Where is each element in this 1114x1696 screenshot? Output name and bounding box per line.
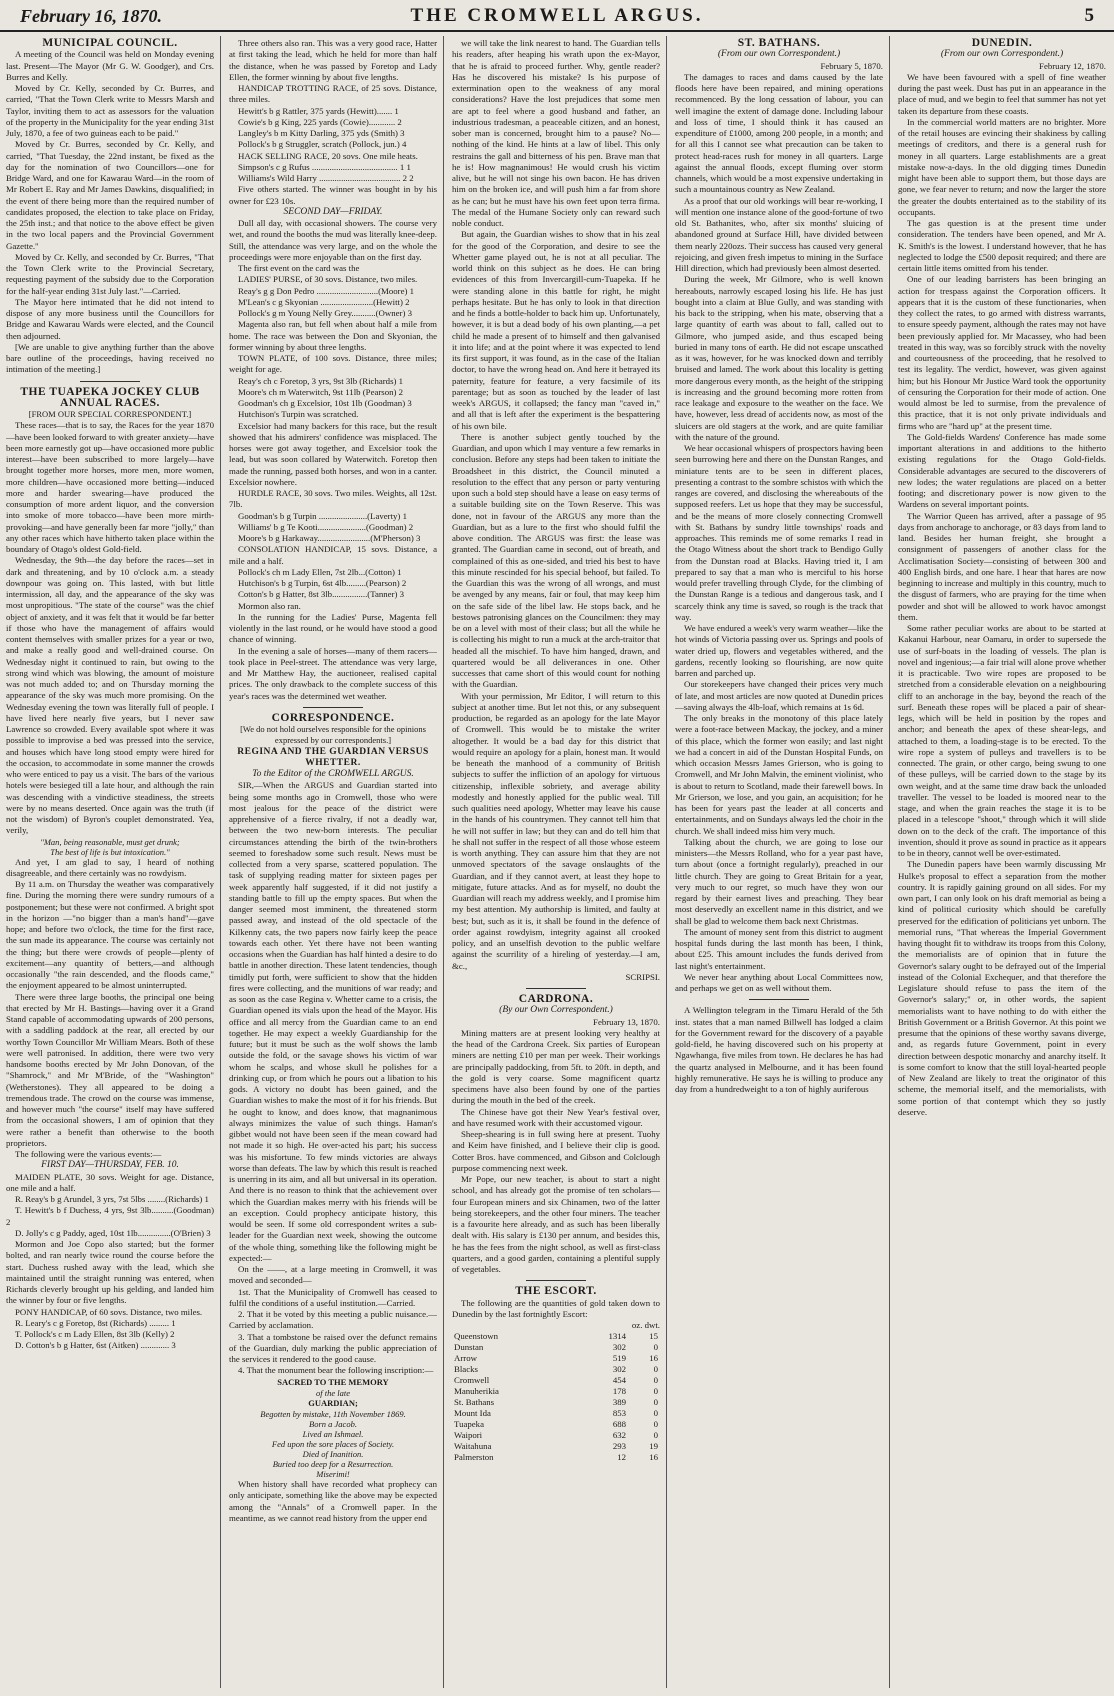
race-result: Moore's ch m Waterwitch, 9st 11lb (Pearson) 2 [238, 386, 404, 397]
escort-dwt: 16 [649, 1353, 658, 1364]
race-result: Hutchison's Turpin was scratched. [238, 409, 359, 420]
race-result: Williams' b g Te Kooti......................(Goodman) 2 [238, 521, 414, 532]
race-result: T. Pollock's c m Lady Ellen, 8st 3lb (Kelly) 2 [15, 1329, 175, 1339]
race-result: Hewitt's b g Rattler, 375 yards (Hewitt)....... 1 [238, 105, 399, 116]
table-row [452, 1452, 660, 1463]
article-paragraph: Mr Pope, our new teacher, is about to start a night school, and has already got the promise of ten scholars—four European miners and six Chinamen, two of the latter being storekeepers, and the other four miners. The teacher is a favourite here already, and as such has been liberally dealt with. His salary is £130 per annum, and besides this, he has the fees from the night school, as well as first-class quarters, and a good garden, containing a plentiful supply of vegetables. [452, 1174, 660, 1274]
escort-oz: 12 [617, 1452, 627, 1463]
escort-place: Dunstan [454, 1342, 484, 1353]
article-paragraph: On the ——, at a large meeting in Cromwell, it was moved and seconded— [229, 1264, 437, 1286]
disclaimer-note: [We do not hold ourselves responsible for the opinions expressed by our correspondents.] [240, 724, 426, 746]
race-result: Pollock's ch m Lady Ellen, 7st 2lb...(Cotton) 1 [238, 566, 402, 577]
memorial-line: Died of Inanition. [302, 1449, 364, 1459]
article-paragraph: 2. That it be voted by this meeting a public nuisance.—Carried by acclamation. [229, 1309, 437, 1331]
column-4 [675, 38, 883, 1688]
race-title: HACK SELLING RACE, 20 sovs. One mile heats. [238, 150, 418, 161]
article-paragraph: There were three large booths, the principal one being that erected by Mr H. Bastings—having over it a Grand Stand capable of accommodating upwards of 200 persons, with a saddling paddock at the rear, all erected by our worthy Town Councillor Mr William Mears. Both of these were well patronised. In addition, there were two very handsome booths erected by Mr John Donovan, of the "Shamrock," and Mr M'Bride, of the "Washington" (Wetherstones). They all appeared to be doing a tremendous trade. The crowd on the course was immense, and however much "the course" itself may have suffered from the occasional showers, I am of opinion that they were rather a benefit than otherwise to the booth proprietors. [6, 991, 214, 1148]
escort-oz: 688 [612, 1419, 627, 1430]
escort-units: oz. dwt. [631, 1320, 660, 1330]
column-rule [666, 36, 667, 1688]
article-paragraph: But again, the Guardian wishes to show that in his zeal for the good of the Corporation, and desire to see the Whetter game played out, he is not at all peculiar. The world think on this subject as he does. He can bring evidences of this from Invercargill-cum-Tuapeka. If he were standing alone in this battle for right, he might perhaps hesitate. But he has only to look in that direction and he finds a bottle-holder to back him up. Unfortunately, however, it is but a dead body of his own planting,—a pet child he made a present of to himself and then galvanised it into life; and at the point where it was expected to lend its first support, it was found, as in the case of the Italian doctor, to have the wrong head on. And here it betrayed its paternity, feature for feature, a very facsimile of its parentage; but as soon as touched by the leader of last week's ARGUS, it collapsed; the fancy man "caved in," and all that is left after the experiment is the bespattering of his own bile. [452, 229, 660, 431]
article-paragraph: The Mayor here intimated that he did not intend to dispose of any more business until the Councillors for Bridge and Kawarau Wards were elected, and the Council then adjourned. [6, 296, 214, 341]
race-result: Hutchison's b g Turpin, 6st 4lb.........(Pearson) 2 [238, 578, 407, 588]
memorial-line: Miserimi! [316, 1469, 350, 1479]
article-paragraph: 3. That a tombstone be raised over the defunct remains of the Guardian, duly marking the public appreciation of the services it rendered to the good cause. [229, 1331, 437, 1364]
memorial-line: SACRED TO THE MEMORY [277, 1376, 389, 1387]
table-row [452, 1397, 660, 1408]
escort-place: Arrow [454, 1353, 477, 1364]
escort-dwt: 16 [649, 1452, 658, 1463]
page-number: 5 [1084, 5, 1094, 26]
article-paragraph: Magenta also ran, but fell when about half a mile from home. The race was between the Don and Skyonian, the former winning by about three lengths. [229, 319, 437, 352]
column-1 [6, 38, 214, 1688]
article-paragraph: In the evening a sale of horses—many of them racers—took place in Peel-street. The attendance was very large, and Mr Matthew Hay, the auctioneer, realised capital prices. The only drawback to the complete success of this year's races was the determined wet weather. [229, 645, 437, 701]
race-title: HURDLE RACE, 30 sovs. Two miles. Weights, all 12st. 7lb. [229, 488, 437, 510]
article-paragraph: The first event on the card was the [238, 263, 360, 273]
race-result: M'Lean's c g Skyonian ........................(Hewitt) 2 [238, 296, 410, 307]
memorial-line: Lived an Ishmael. [302, 1429, 364, 1439]
table-row [452, 1408, 660, 1419]
escort-oz: 293 [612, 1441, 627, 1452]
escort-place: Tuapeka [454, 1419, 484, 1430]
article-paragraph: we will take the link nearest to hand. The Guardian tells his readers, after heaping his wrath upon the ex-Mayor, that he is afraid to proceed further. Why, gentle reader? Has he discovered his mistake? Is his purpose of extermination open to the weakness of any moral considerations? Have the lost prejudices that some men are apt to feel where a good husband and father, an industrious tradesman, a peaceable citizen, and an honest, sober man is concerned, brought him to a pause? No—nothing of the kind. He hints at a law of libel. This only restrains the gall and bitterness of his pen. Brave man that he is! How magnanimous! He would crush his victim alive, but he will not singe his own bacon. He has driven him on the broken ice, and will push him a far from shore as he can; but he must have his own feet upon terra firma. The medal of the Humane Society only can reward such noble conduct. [452, 38, 660, 228]
column-5 [898, 38, 1106, 1688]
table-row [452, 1375, 660, 1386]
race-title: LADIES' PURSE, of 30 sovs. Distance, two miles. [238, 274, 418, 285]
column-rule [220, 36, 221, 1688]
escort-place: Queenstown [454, 1331, 498, 1342]
table-row [452, 1342, 660, 1353]
escort-oz: 632 [612, 1430, 627, 1441]
race-title: MAIDEN PLATE, 30 sovs. Weight for age. Distance, one mile and a half. [6, 1171, 214, 1193]
article-paragraph: Moved by Cr. Burres, seconded by Cr. Kelly, and carried, "That Tuesday, the 22nd instant, be fixed as the day for the nomination of two Councillors—one for Bridge Ward, and one for Kawarau Ward—in the room of Mr Robert E. Ray and Mr James Dawkins, disqualified; in the event of there being more than the required number of candidates proposed, the election to take place on Friday, the 25th inst.; and that notice to the above effect be given in the two local papers and the Provincial Government Gazette." [6, 139, 214, 251]
memorial-line: Begotten by mistake, 11th November 1869. [260, 1409, 406, 1419]
article-heading: CORRESPONDENCE. [271, 711, 395, 724]
column-3 [452, 38, 660, 1688]
table-row [452, 1386, 660, 1397]
race-result: R. Leary's c g Foretop, 8st (Richards) ......... 1 [15, 1317, 176, 1328]
race-result: Reay's g g Don Pedro ............................(Moore) 1 [238, 285, 415, 296]
escort-dwt: 15 [649, 1331, 658, 1342]
article-paragraph: Moved by Cr. Kelly, seconded by Cr. Burres, and carried, "That the Town Clerk write to Messrs Marsh and Taylor, inviting them to act as assessors for the valuation of the property in the Municipality for the year ending 31st July, 1870, a fee of two guineas each to be paid." [6, 83, 214, 138]
article-paragraph: 1st. That the Municipality of Cromwell has ceased to fulfil the conditions of a useful institution.—Carried. [229, 1286, 437, 1308]
escort-dwt: 0 [653, 1342, 658, 1353]
article-paragraph: The gas question is at the present time under consideration. The tenders have been opened, and Mr A. K. Smith's is the lowest. I understand however, that he has neglected to lodge the £500 deposit required; and there are certain little items omitted from his tender. [898, 218, 1106, 273]
dateline: February 5, 1870. [820, 60, 883, 71]
article-paragraph: The amount of money sent from this district to augment hospital funds during the last month has been, I think, about £25. This amount includes the funds derived from last night's entertainment. [675, 926, 883, 971]
article-paragraph: Moved by Cr. Kelly, and seconded by Cr. Burres, "That the Town Clerk write to the Provincial Secretary, requesting payment of the subsidy due to the Corporation for the half-year ending 31st July last."—Carried. [6, 251, 214, 296]
race-result: R. Reay's b g Arundel, 3 yrs, 7st 5lbs ........(Richards) 1 [15, 1194, 209, 1204]
race-result: Langley's b m Kitty Darling, 375 yds (Smith) 3 [238, 128, 405, 138]
escort-dwt: 0 [653, 1397, 658, 1408]
article-paragraph: The following were the various events:— [15, 1149, 162, 1159]
article-paragraph: One of our leading barristers has been bringing an action for trespass against the Corporation officers. It appears that it is the custom of these functionaries, when they collect the rates, to go armed with distress warrants, to ensure speedy payment, although the rates may not have been previously applied for. Mr Macassey, who had been treated in this way, was so forcibly struck with the novelty and courteousness of the proceeding, that he resolved to test its legality. The verdict, however, was given against him; but his Honour Mr Justice Ward took the opportunity of censuring the Corporation for their mode of action. One would almost be led to surmise, from the prevalence of this practice, that it is not only private individuals and firms who are "hard up" at the present time. [898, 274, 1106, 431]
race-title: CONSOLATION HANDICAP, 15 sovs. Distance, a mile and a half. [229, 544, 437, 566]
article-paragraph: And yet, I am glad to say, I heard of nothing disagreeable, and there certainly was no rowdyism. [6, 856, 214, 878]
article-paragraph: Five others started. The winner was bought in by his owner for £23 10s. [229, 184, 437, 206]
section-divider [749, 999, 809, 1000]
article-paragraph: Our storekeepers have changed their prices very much of late, and most articles are now quoted at Dunedin prices—saving always the 4lb-loaf, which remains at 1s 6d. [675, 679, 883, 712]
article-heading: THE TUAPEKA JOCKEY CLUB ANNUAL RACES. [20, 385, 200, 409]
escort-oz: 389 [612, 1397, 627, 1408]
article-paragraph: We have endured a week's very warm weather—like the hot winds of Victoria passing over us. Springs and pools of water dried up, flowers and vegetables withered, and the gardens, recently looking so flourishing, are now quite barren and parched up. [675, 623, 883, 678]
article-paragraph: The damages to races and dams caused by the late floods here have been repaired, and mining operations recommenced. By the long cessation of labour, you can well imagine the extent of damage done. Including labour and loss of time, I should think it has caused an expenditure of £1000, among 200 people, in a month; and for all this I cannot see what precaution can be taken to protect head-races rush for money in all quarters. Large against the annual floods, except fluming over storm channels, which would be a most expensive undertaking in such a mountainous country as New Zealand. [675, 71, 883, 195]
race-result: Pollock's b g Struggler, scratch (Pollock, jun.) 4 [238, 139, 407, 150]
escort-place: St. Bathans [454, 1397, 495, 1408]
article-paragraph: A meeting of the Council was held on Monday evening last. Present—The Mayor (Mr G. W. Goodger), and Crs. Burres and Kelly. [6, 49, 214, 82]
table-row [452, 1353, 660, 1364]
article-paragraph: Excelsior had many backers for this race, but the result showed that his admirers' confidence was misplaced. The horses were got away together, and Excelsior took the lead, but was soon collared by Waterwitch. Foretop then made the running, passed both horses, and won in a canter. Excelsior nowhere. [229, 420, 437, 487]
race-result: D. Jolly's c g Paddy, aged, 10st 1lb...............(O'Brien) 3 [15, 1227, 211, 1238]
escort-oz: 1314 [608, 1331, 627, 1342]
escort-dwt: 0 [653, 1408, 658, 1419]
article-paragraph: Talking about the church, we are going to lose our ministers—the Messrs Rolland, who for a year past have, turn about (once a fortnight regularly), preached in our little church. They are going to Great Britain for a year, very much to our regret, so much have they won our regard by their earnest lives and preaching. They bear most deservedly an excellent name in this district, and we shall be glad to welcome them back next Christmas. [675, 836, 883, 926]
table-row [452, 1364, 660, 1375]
memorial-line: GUARDIAN; [308, 1397, 358, 1408]
race-result: Simpson's c g Rufus ....................................... 1 1 [238, 161, 411, 172]
article-heading: ST. BATHANS. [737, 38, 821, 49]
correspondent-note: (From our own Correspondent.) [940, 49, 1064, 60]
race-title: TOWN PLATE, of 100 sovs. Distance, three miles; weight for age. [229, 353, 437, 375]
article-paragraph: SIR,—When the ARGUS and Guardian started into being some months ago in Cromwell, those who were most jealous for the peace of the district were apprehensive of a fierce rivalry, if not a deadly war, between the two new-born interests. The peculiar circumstances attending the birth of the twin-brothers seemed to foreshadow some such result. News must be collected from a very sparse, scattered population. The task of supplying reading matter for sixteen pages per week apparently half suggested, if it did not justify a standing battle to fill up the empty spaces. But when the danger seemed most imminent, the threatened storm passed away, and instead of the old spectacle of the Kilkenny cats, the two papers now fairly keep the peace towards each other. Yet there have not been wanting occasions when the Guardian has half hinted a desire to do battle in another direction. These latent tendencies, though timidly put forth, were sufficient to show that the hidden fires were collecting, and the munitions of war ready; and as soon as the case Regina v. Whetter came to a crisis, the Guardian opened its vials upon the head of the Mayor. His office and all mercy from the Guardian came to an end together. He may expect a weekly Guardianship for the future; but it must be such as the wolf shows the lamb outside the fold, or the savage shows his victim of war whom he scalps, and whose skull he polishes for a drinking cup, or from which he pours out a libation to his gods. A victory no doubt has been gained, and the Guardian wishes to make the most of it for his friends. But he ought to know, and does know, that magnanimous always minimizes the value of such things. Haman's gibbet would not have been seen if the mean coward had not made it so high. He over-acted his part; his success was his misfortune. To few minds victories are always worse than defeats. The law by which this result is reached is unerring in its aim, and all but universal in its operation. And there is no reason to think that the achievement over which the Guardian makes merry with his friends will be an exception. Could prophecy anticipate history, this would be seen. If some old correspondent writes a sub-leader for the Guardian next week, showing the outcome of the whole thing, something like the following might be expected:— [229, 780, 437, 1263]
escort-dwt: 0 [653, 1375, 658, 1386]
correspondent-note: (By our Own Correspondent.) [499, 1005, 613, 1016]
article-paragraph: Sheep-shearing is in full swing here at present. Tuohy and Keim have finished, and I believe their clip is good. Cotter Bros. have commenced, and Gibson and Colclough purpose commencing next week. [452, 1129, 660, 1173]
article-heading: DUNEDIN. [971, 38, 1033, 49]
article-paragraph: During the week, Mr Gilmore, who is well known hereabouts, narrowly escaped losing his life. He has just bought into a claim at Blue Gully, and was standing with his back to the stripping, when his mate, observing that a large quantity of earth was about to fall, called out to Gilmore, who jumped aside, and thus escaped being buried in many tons of earth. He did not escape unscathed as it was, however, for he was knocked down and terribly bruised and lamed. The work about this locality is getting more dangerous every month, as the height of the stripping is increasing and the ground becoming more rotten from race leakage and exposure to the weather on the face. We have, however, less dread of accidents now, as most of the sluicers are old stagers at the work, and are quite familiar with the nature of the ground. [675, 274, 883, 442]
article-paragraph: Mormon and Joe Copo also started; but the former bolted, and ran nearly twice round the course before the start. Duchess rushed away with the lead, which she maintained until the straight running was entered, when Richards cleverly brought up his gelding, and landed him the winner by four or five lengths. [6, 1239, 214, 1306]
article-paragraph: In the running for the Ladies' Purse, Magenta fell violently in the last round, or he would have stood a good chance of winning. [229, 611, 437, 645]
escort-dwt: 0 [653, 1419, 658, 1430]
race-result: Goodman's ch g Excelsior, 10st 1lb (Goodman) 3 [238, 398, 412, 408]
poem-line: "Man, being reasonable, must get drunk; [40, 836, 180, 847]
article-heading: MUNICIPAL COUNCIL. [42, 38, 178, 49]
memorial-line: Buried too deep for a Resurrection. [272, 1459, 394, 1469]
escort-dwt: 0 [653, 1430, 658, 1441]
article-paragraph: We never hear anything about Local Committees now, and perhaps we get on as well without them. [675, 971, 883, 993]
day-heading: FIRST DAY—THURSDAY, FEB. 10. [41, 1160, 179, 1171]
escort-place: Manuherikia [454, 1386, 499, 1397]
section-divider [303, 707, 363, 708]
escort-place: Waitahuna [454, 1441, 492, 1452]
dateline: February 12, 1870. [1039, 60, 1106, 71]
escort-place: Mount Ida [454, 1408, 491, 1419]
article-paragraph: By 11 a.m. on Thursday the weather was comparatively fine. During the morning there were sundry rumours of a postponement; but these were not confirmed. A bright spot in the horizon —"no bigger than a man's hand"—gave hope; and before two o'clock, the time for the first race, the sun made its appearance. The course was certainly not the thing; but there were crowds of people—plenty of excitement—any quantity of betters,—and although occasionally "the rain descended, and the floods came," the enjoyment appeared to be almost uninterrupted. [6, 879, 214, 991]
section-divider [526, 1280, 586, 1281]
day-heading: SECOND DAY—FRIDAY. [283, 206, 383, 217]
correspondent-note: (From our own Correspondent.) [717, 49, 841, 60]
article-paragraph: [We are unable to give anything further than the above bare outline of the proceedings, having received no intimation of the meeting.] [6, 341, 214, 375]
table-row [452, 1441, 660, 1452]
article-paragraph: Some rather peculiar works are about to be started at Kakanui Harbour, near Oamaru, in order to supersede the use of surf-boats in the loading of vessels. The plan is novel and ingenious;—a fair trial will alone prove whether it is practicable. Two wire ropes are proposed to be stretched from a considerable elevation on a neighbouring cliff to an anchorage in the bay, beyond the reach of the surf. Beneath these ropes will be placed a pair of shear-legs, which will be held in position by the ropes and anchor; and beneath the apex of these shear-legs, and attached to them, a loading-stage is to be erected. To the wire rope a system of pulleys and travellers is to be connected. The grain, or other cargo, being swung to one of these pulleys, will be carried down to the stage by its own weight, and at the same time draw back the unloaded traveller. The vessel to be loaded is moored near to the stage, and when the grain reaches the stage it is to be placed in a telescope "shoot," through which it will slide down on to the deck of the craft. The importance of this invention, should it prove as sound in practice as it appears to be in theory, cannot well be over-estimated. [898, 623, 1106, 858]
race-result: Reay's ch c Foretop, 3 yrs, 9st 3lb (Richards) 1 [238, 375, 404, 386]
escort-dwt: 0 [653, 1386, 658, 1397]
escort-dwt: 19 [649, 1441, 658, 1452]
table-row [452, 1419, 660, 1430]
poem-line: The best of life is but intoxication." [50, 846, 170, 857]
race-result: Williams's Wild Harry ..................................... 2 2 [238, 173, 414, 183]
race-result: Mormon also ran. [238, 600, 301, 611]
race-result: Cotton's b g Hatter, 8st 3lb................(Tanner) 3 [238, 589, 405, 600]
race-title: HANDICAP TROTTING RACE, of 25 sovs. Distance, three miles. [229, 83, 437, 105]
article-paragraph: With your permission, Mr Editor, I will return to this subject at another time. But let not this, or any subsequent production, be regarded as an apology for the late Mayor of Cromwell. This would be to mistake the writer altogether. It would be a bad day for this district that would require an apology for a plain, honest man. It would be beneath the manhood of a community of British subjects to suffer the infliction of an apology for virtuous citizenship, inflexible sobriety, and average ability modestly and honestly applied for the public weal. Till such qualities need apology, Whetter may leave his cause in the hands of his countrymen. They cannot tell him that he will not suffer in law; but they can and do tell him that he shall not suffer in the respect of all those whose esteem is worth anything. They can assure him that they are not unmoved spectators of the savage onslaughts of the Guardian, and if they cannot avert, at least they hope to mitigate, future attacks. And as for myself, no doubt the Guardian will reach my address weekly, and I promise him my best attention. My authorship is limited, and faulty at best; but, such as it is, it shall be found in the defence of order against rowdyism, integrity against all crooked policy, and an unselfish devotion to the public welfare against the scurrility of a hireling of yesterday.—I am, &c., [452, 690, 660, 971]
column-2 [229, 38, 437, 1688]
column-rule [889, 36, 890, 1688]
article-paragraph: 4. That the monument bear the following inscription:— [238, 1365, 434, 1376]
dateline: February 13, 1870. [593, 1016, 660, 1027]
article-paragraph: There is another subject gently touched by the Guardian, and upon which I may venture a few remarks in conclusion. Before any steps had been taken to initiate the Broadsheet in this district, the Council minuted a resolution to the effect that any person or party venturing upon such a bold step should have a lease on easy terms of a suitable building site on the Town Reserve. This was done, not in favour of the ARGUS any more than the Guardian, but as a lure to the first who should fulfil the above condition. The ARGUS was first: the lease was granted. The Guardian came in second, out of breath, and complained of this as one-sided, and tried his best to have this minute rescinded for his special behoof, but failed. To the Guardian this was the wrong of all wrongs, and must be avenged by any means, fair or foul, that may keep him on the safe side of the libel law. He stops back, and he bestows patronising glances on the Councilmen: they may be on a level with most of their class; but all the while he is collecting his might to run a muck at the arch-traitor that headed all the mischief. To have him hanged, drawn, and quartered would be all deliverances in one. Other successes that came short of this would count for nothing with the Guardian. [452, 431, 660, 690]
escort-oz: 302 [612, 1364, 627, 1375]
article-paragraph: The Chinese have got their New Year's festival over, and have resumed work with their accustomed vigour. [452, 1106, 660, 1128]
article-heading: THE ESCORT. [515, 1285, 597, 1298]
article-paragraph: A Wellington telegram in the Timaru Herald of the 5th inst. states that a man named Billwell has lodged a claim for the Government reward for the discovery of a payable gold-field, he having discovered such on his property at Ngawhanga, five miles from town. He declares he has had the quartz analysed in Melbourne, and it has been found highly remunerative. He says he is willing to produce any day from a hundredweight to a ton of highly auriferous [675, 1005, 883, 1094]
escort-oz: 302 [612, 1342, 627, 1353]
issue-date: February 16, 1870. [20, 6, 163, 26]
letter-salutation: To the Editor of the CROMWELL ARGUS. [252, 769, 414, 779]
article-paragraph: Dull all day, with occasional showers. The course very wet, and round the booths the mud was literally knee-deep. Still, the attendance was very large, and on the whole the proceedings were more enjoyable than on the first day. [229, 218, 437, 262]
escort-place: Cromwell [454, 1375, 490, 1386]
column-rule [443, 36, 444, 1688]
masthead [0, 0, 1114, 32]
article-paragraph: The Gold-fields Wardens' Conference has made some important alterations in and additions to the hitherto existing regulations for the Otago Gold-fields. Considerable advantages are secured to the discoverers of new lodes; the water regulations are placed on a better footing; and discretionary power is now given to the Wardens on several important points. [898, 431, 1106, 510]
escort-oz: 519 [612, 1353, 627, 1364]
escort-table [452, 1331, 660, 1463]
race-result: Goodman's b g Turpin ......................(Laverty) 1 [238, 510, 407, 521]
letter-heading: REGINA AND THE GUARDIAN VERSUS WHETTER. [237, 746, 429, 768]
escort-oz: 454 [612, 1375, 627, 1386]
correspondent-note: [FROM OUR SPECIAL CORRESPONDENT.] [28, 409, 192, 419]
race-result: T. Hewitt's b f Duchess, 4 yrs, 9st 3lb..........(Goodman) 2 [6, 1205, 214, 1227]
memorial-line: Fed upon the sore places of Society. [271, 1439, 395, 1449]
article-paragraph: When history shall have recorded what prophecy can only anticipate, something like the above may be expected among the "Annals" of a Cromwell paper. In the meantime, as we cannot read history from the upper end [229, 1479, 437, 1523]
race-result: Moore's b g Harkaway........................(M'Pherson) 3 [238, 533, 421, 543]
race-result: Pollock's g m Young Nelly Grey...........(Owner) 3 [238, 308, 413, 318]
table-row [452, 1331, 660, 1342]
article-paragraph: The only breaks in the monotony of this place lately were a foot-race between Mackay, the jockey, and a miner of this place, which the former won easily; and last night we had a concert in aid of the Dunstan Hospital Funds, on which occasion Messrs James Grierson, who is going to Cromwell, and Mr John Malvin, the eminent violinist, who is about to return to Scotland, made their farewell bows. In Mr Grierson, we lose, and you gain, an acquisition; for he has been for years past the leader at all concerts and entertainments, and on Sundays always led the choir in the church. We shall indeed miss him very much. [675, 713, 883, 836]
article-paragraph: As a proof that our old workings will bear re-working, I will mention one instance alone of the good-fortune of two old St. Bathanites, who, after six months' sluicing of abandoned ground at Surface Hill, have divided between them nearly 220ozs. Their success has caused very general rejoicing, and given fresh impetus to mining in the Surface Hill direction, which had previously been almost deserted. [675, 195, 883, 273]
article-paragraph: In the commercial world matters are no brighter. More of the retail houses are evincing their shakiness by calling meetings of creditors, and there is a general rush for money in all quarters. Large establishments are a great mistake now-a-days. In the old digging times Dunedin might have been able to support them, but those days are gone, we fear never to return; and now the larger the store the greater the doubts entertained as to the stability of its occupants. [898, 116, 1106, 217]
table-row [452, 1430, 660, 1441]
article-heading: CARDRONA. [518, 993, 594, 1005]
memorial-line: Born a Jacob. [309, 1419, 357, 1429]
escort-place: Blacks [454, 1364, 478, 1375]
escort-dwt: 0 [653, 1364, 658, 1375]
memorial-line: of the late [316, 1387, 350, 1398]
escort-place: Waipori [454, 1430, 483, 1441]
article-paragraph: The Warrior Queen has arrived, after a passage of 95 days from anchorage to anchorage, or 83 days from land to land. Besides her human freight, she brought a consignment of passengers of another class for the Acclimatisation Society—consisting of between 300 and 400 English birds, and one hare. I hear that hares are now beginning to increase and multiply in this country, much to the disgust of farmers, who are praying for the time when powder and shot will be allowed to work havoc amongst them. [898, 510, 1106, 622]
article-paragraph: These races—that is to say, the Races for the year 1870—have been looked forward to with greater anxiety—have been more earnestly got up—have occasioned more public interest—have been subscribed to more largely—have brought together more horses, more men, more women, more children—have occasioned more betting—induced more and harder swearing—have produced the consumption of more ardent liquor, and the conversion into smoke of more tobacco—have been more mirth-provoking—and have generally been far more "jolly," than any other races which have hitherto taken place within the boundary of Otago's oldest Gold-field. [6, 420, 214, 554]
section-divider [80, 381, 140, 382]
article-paragraph: Three others also ran. This was a very good race, Hatter at first taking the lead, which he held for more than half the distance, when he was passed by Foretop and Lady Ellen, the former winning by about five lengths. [229, 38, 437, 82]
article-paragraph: The Dunedin papers have been warmly discussing Mr Hulke's proposal to effect a separation from the mother country. It is rapidly gaining ground on all sides. For my own part, I can only look on his draft memorial as being a kind of political curiosity which should be carefully preserved for the edification of politicians yet unborn. The memorial runs, "That whereas the Imperial Government having thought fit to withdraw its troops from this Colony, the memorialists are of opinion that in future the Governor's salary ought to be defrayed out of the Imperial instead of the Colonial Exchequer, and that therefore the Legislature should refuse to pass the item of the Governor's salary;" or, in other words, the sapient memorialists want to have nothing to do with either the British Government or a British Governor. At this point we presume that the opinions of these worthy savans diverge, and, as regards future Government, point in every direction between despotic monarchy and anarchy itself. It is some comfort to know that the still loyal-hearted people of New Zealand are likely to treat the originator of this scheme, the memorial itself, and the memorialists, with some portion of that contempt which they so justly deserve. [898, 859, 1106, 1117]
newspaper-title: THE CROMWELL ARGUS. [410, 5, 704, 26]
race-result: D. Cotton's b g Hatter, 6st (Aitken) ............. 3 [15, 1340, 176, 1351]
article-paragraph: Wednesday, the 9th—the day before the races—set in dark and threatening, and by 10 o'clock a.m. a steady downpour was going on. This lasted, with but little intermission, all day, and the appearance of the sky was most unpropitious. "The state of the course" was the chief object of anxiety, and it was felt that it would be far better if those who have the management of affairs would content themselves with smaller prizes for a year or two, and make a really good and well-drained course. On Wednesday night it continued to rain, but owing to the strong wind which was blowing, the amount of moisture was not much added to; and on Thursday morning the appearance of the sky was much more promising. On the Wednesday evening the town was literally full of people. I have lived here nearly five years, but I never saw Lawrence so crowded. Every available spot where it was possible to improvise a bed was pressed into the service, and houses which have long stood empty were hired for the occasion, to accommodate in some manner the crowds who were enticed to pay us a visit. The bars of the various hotels were besieged till a late hour, and although the rain was descending with a vindictive steadiness, the streets were by no means deserted. Once again was the truth (if not the wisdom) of Byron's couplet demonstrated. Yea, verily, [6, 555, 214, 836]
article-paragraph: Mining matters are at present looking very healthy at the head of the Cardrona Creek. Six parties of European miners are netting £10 per man per week. Their workings are principally paddocking, from 5ft. to 20ft. in depth, and the gold is very coarse. Some magnificent quartz specimens have also been found by one of the parties during the mouth in the bed of the creek. [452, 1027, 660, 1106]
article-paragraph: We hear occasional whispers of prospectors having been seen burrowing here and there on the Dunstan Ranges, and miniature tents are to be seen in different places, presenting a contrast to the sombre schistos with which the ranges are covered, and disclosing the whereabouts of the supposed reefers. Let us hope that they may be successful, and be the means of more closely connecting Cromwell with St. Bathans by sundry little townships' roads and approaches. This reminds me of some remarks I read in the Otago Witness about the short track to Bendigo Gully from the Dunstan road at Blacks. Having tried it, I am prepared to say that a man who is merciful to his horse would prefer travelling through Clyde, for the climbing of the Dunstan Range is a tedious and dangerous task, and I scarcely think any time is saved, so rough is the track that way. [675, 443, 883, 622]
section-divider [526, 988, 586, 989]
race-title: PONY HANDICAP, of 60 sovs. Distance, two miles. [15, 1306, 203, 1317]
letter-signature: SCRIPSI. [625, 971, 660, 982]
article-paragraph: The following are the quantities of gold taken down to Dunedin by the last fortnightly Escort: [452, 1297, 660, 1319]
article-paragraph: We have been favoured with a spell of fine weather during the past week. Dust has put in an appearance in the place of mud, and we begin to feel that summer has not yet taken its departure from these coasts. [898, 71, 1106, 116]
escort-oz: 853 [612, 1408, 627, 1419]
race-result: Cowie's b g King, 225 yards (Cowie)............ 2 [238, 116, 402, 127]
escort-place: Palmerston [454, 1452, 494, 1463]
escort-oz: 178 [612, 1386, 627, 1397]
